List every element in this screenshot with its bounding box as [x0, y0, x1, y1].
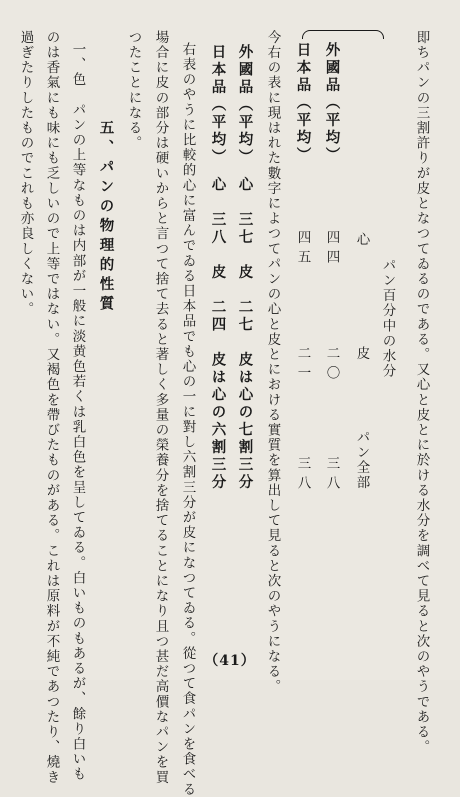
table-row-japan-crust: 二一 — [294, 346, 311, 385]
paragraph-line: のは香氣にも味にも乏しいので上等ではない。又褐色を帶びたものがある。これは原料が不純であつたり、燒き — [43, 30, 60, 785]
table-bracket — [302, 30, 384, 39]
table-col-crumb: 心 — [353, 232, 370, 248]
table-row-foreign-crumb: 四四 — [323, 230, 340, 269]
table-row-foreign-whole: 三八 — [323, 456, 340, 495]
table-row-japan-crumb: 四五 — [294, 230, 311, 269]
result-row-japan: 日本品（平均） 心 三八 皮 二四 皮は心の六割三分 — [209, 44, 227, 492]
table-col-crust: 皮 — [353, 346, 370, 362]
paragraph-line: 場合に皮の部分は硬いからと言つて捨て去ると著しく多量の榮養分を捨てることになり且つ甚だ高價なパンを買 — [152, 30, 169, 785]
paragraph-line: つたことになる。 — [125, 30, 142, 151]
table-row-foreign-label: 外國品（平均） — [323, 42, 341, 165]
table-caption: パン百分中の水分 — [379, 258, 396, 379]
table-row-japan-label: 日本品（平均） — [294, 42, 312, 165]
text-line-compute: 今右の表に現はれた數字によつてパンの心と皮とにおける實質を算出して見ると次のやうになる。 — [264, 30, 281, 695]
table-row-foreign-crust: 二〇 — [323, 346, 340, 385]
page-number: （41） — [204, 653, 256, 669]
section-title: 五、パンの物理的性質 — [97, 120, 115, 315]
table-row-japan-whole: 三八 — [294, 456, 311, 495]
paragraph-line: 右表のやうに比較的心に富んでゐる日本品でも心の一に對し六割三分が皮になつてゐる。從つて食パンを食べる — [179, 42, 196, 797]
paragraph-line: 一、色 パンの上等なものは内部が一般に淡黄色若くは乳白色を呈してゐる。白いものもあるが、餘り白いも — [69, 42, 86, 782]
text-line-intro: 即ちパンの三割許りが皮となつてゐるのである。又心と皮とに於ける水分を調べて見ると次のやうである。 — [413, 30, 430, 755]
table-col-whole: パン全部 — [353, 430, 370, 491]
paragraph-line: 過ぎたりしたものでこれも亦良しくない。 — [17, 30, 34, 317]
result-row-foreign: 外國品（平均） 心 三七 皮 二七 皮は心の七割三分 — [236, 44, 254, 492]
